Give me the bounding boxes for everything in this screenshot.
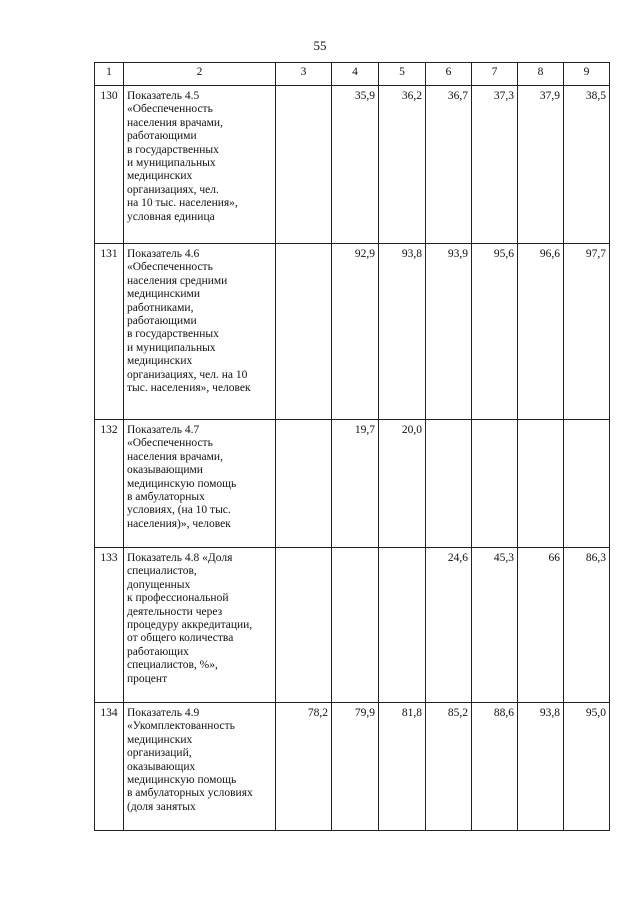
value-col-7: 95,6 bbox=[472, 244, 518, 420]
table-row bbox=[95, 420, 610, 548]
value-col-8: 66 bbox=[518, 548, 564, 703]
value-col-8: 96,6 bbox=[518, 244, 564, 420]
value-col-8: 93,8 bbox=[518, 703, 564, 831]
row-number: 132 bbox=[95, 420, 124, 548]
indicator-description: Показатель 4.8 «Доля специалистов, допущенных к профессиональной деятельности через процедуру аккредитации, от общего количества работающих специалистов, %», процент bbox=[124, 548, 276, 703]
header-col-3: 3 bbox=[276, 63, 332, 86]
value-col-9: 38,5 bbox=[564, 86, 610, 244]
value-col-5: 93,8 bbox=[379, 244, 426, 420]
value-col-4: 35,9 bbox=[332, 86, 379, 244]
value-col-6: 24,6 bbox=[426, 548, 472, 703]
value-col-9 bbox=[564, 420, 610, 548]
table-row bbox=[95, 548, 610, 703]
value-col-5: 20,0 bbox=[379, 420, 426, 548]
row-number: 133 bbox=[95, 548, 124, 703]
value-col-4: 79,9 bbox=[332, 703, 379, 831]
value-col-4 bbox=[332, 548, 379, 703]
header-col-9: 9 bbox=[564, 63, 610, 86]
value-col-8: 37,9 bbox=[518, 86, 564, 244]
indicator-description: Показатель 4.9 «Укомплектованность медицинских организаций, оказывающих медицинскую помощь в амбулаторных условиях (доля занятых bbox=[124, 703, 276, 831]
value-col-3: 78,2 bbox=[276, 703, 332, 831]
value-col-9: 86,3 bbox=[564, 548, 610, 703]
indicator-description: Показатель 4.6 «Обеспеченность населения средними медицинскими работниками, работающими в государственных и муниципальных медицинских организациях, чел. на 10 тыс. населения», человек bbox=[124, 244, 276, 420]
row-number: 130 bbox=[95, 86, 124, 244]
value-col-7 bbox=[472, 420, 518, 548]
value-col-6 bbox=[426, 420, 472, 548]
row-number: 134 bbox=[95, 703, 124, 831]
indicator-description: Показатель 4.5 «Обеспеченность населения врачами, работающими в государственных и муниципальных медицинских организациях, чел. на 10 тыс. населения», условная единица bbox=[124, 86, 276, 244]
value-col-5: 36,2 bbox=[379, 86, 426, 244]
value-col-3 bbox=[276, 420, 332, 548]
value-col-4: 92,9 bbox=[332, 244, 379, 420]
header-col-5: 5 bbox=[379, 63, 426, 86]
indicator-description: Показатель 4.7 «Обеспеченность населения врачами, оказывающими медицинскую помощь в амбулаторных условиях, (на 10 тыс. населения)», человек bbox=[124, 420, 276, 548]
header-col-2: 2 bbox=[124, 63, 276, 86]
value-col-5 bbox=[379, 548, 426, 703]
header-row bbox=[95, 63, 610, 86]
value-col-6: 36,7 bbox=[426, 86, 472, 244]
value-col-8 bbox=[518, 420, 564, 548]
page-number: 55 bbox=[313, 38, 327, 53]
header-col-4: 4 bbox=[332, 63, 379, 86]
value-col-9: 95,0 bbox=[564, 703, 610, 831]
header-col-7: 7 bbox=[472, 63, 518, 86]
value-col-6: 93,9 bbox=[426, 244, 472, 420]
value-col-7: 88,6 bbox=[472, 703, 518, 831]
value-col-3 bbox=[276, 244, 332, 420]
table-row bbox=[95, 86, 610, 244]
value-col-7: 45,3 bbox=[472, 548, 518, 703]
header-col-6: 6 bbox=[426, 63, 472, 86]
value-col-7: 37,3 bbox=[472, 86, 518, 244]
header-col-8: 8 bbox=[518, 63, 564, 86]
value-col-9: 97,7 bbox=[564, 244, 610, 420]
table-row bbox=[95, 244, 610, 420]
value-col-3 bbox=[276, 548, 332, 703]
value-col-3 bbox=[276, 86, 332, 244]
indicators-table bbox=[94, 62, 610, 831]
value-col-6: 85,2 bbox=[426, 703, 472, 831]
value-col-4: 19,7 bbox=[332, 420, 379, 548]
value-col-5: 81,8 bbox=[379, 703, 426, 831]
row-number: 131 bbox=[95, 244, 124, 420]
table-row bbox=[95, 703, 610, 831]
header-col-1: 1 bbox=[95, 63, 124, 86]
